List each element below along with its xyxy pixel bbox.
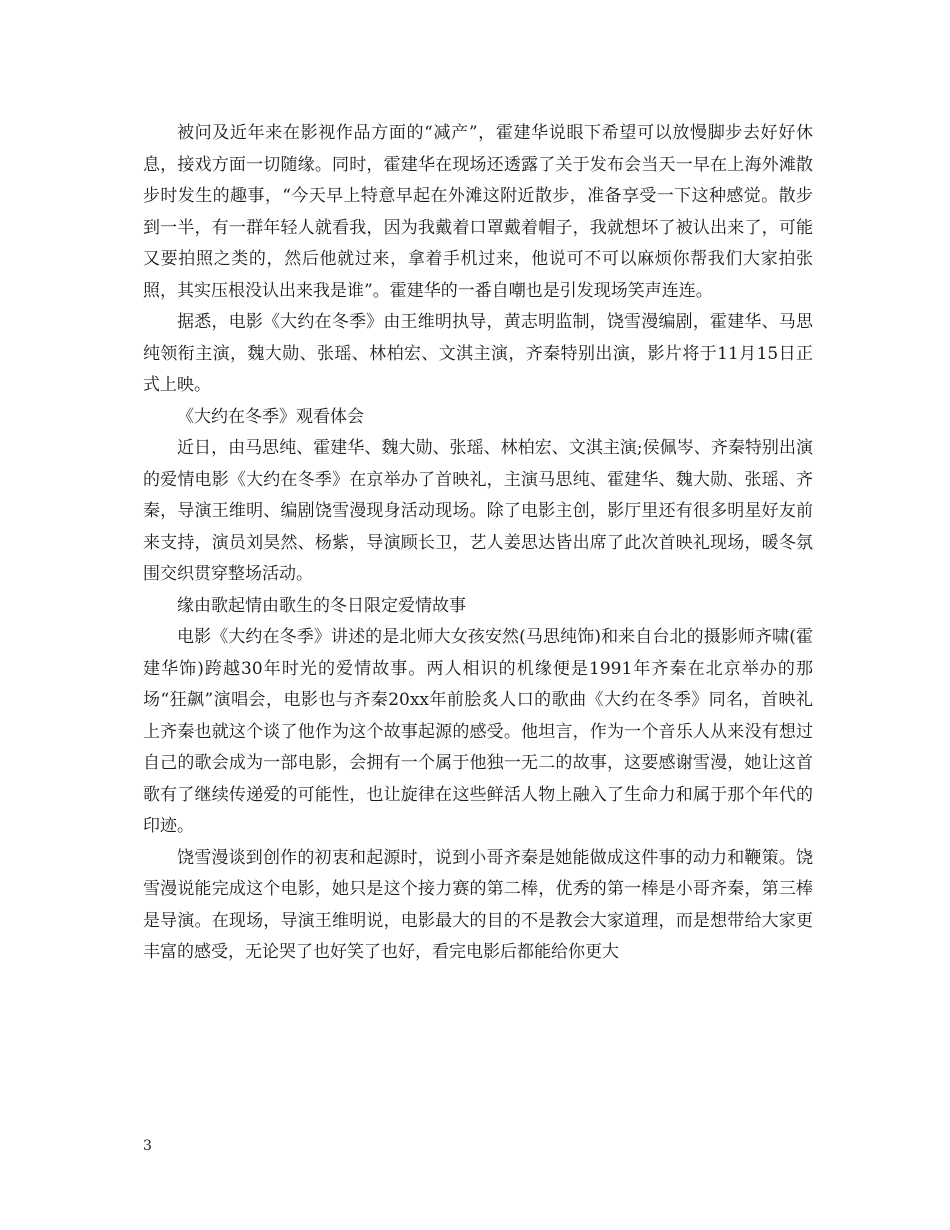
- paragraph-story: 电影《大约在冬季》讲述的是北师大女孩安然(马思纯饰)和来自台北的摄影师齐啸(霍建华饰)跨越30年时光的爱情故事。两人相识的机缘便是1991年齐秦在北京举办的那场“狂飙”演唱会，电影也与齐秦20xx年前脍炙人口的歌曲《大约在冬季》同名，首映礼上齐秦也就这个谈了他作为这个故事起源的感受。他坦言，作为一个音乐人从来没有想过自己的歌会成为一部电影，会拥有一个属于他独一无二的故事，这要感谢雪漫，她让这首歌有了继续传递爱的可能性，也让旋律在这些鲜活人物上融入了生命力和属于那个年代的印迹。: [143, 627, 813, 836]
- paragraph-film-release: 据悉，电影《大约在冬季》由王维明执导，黄志明监制，饶雪漫编剧，霍建华、马思纯领衔主演，魏大勋、张瑶、林柏宏、文淇主演，齐秦特别出演，影片将于11月15日正式上映。: [143, 312, 813, 395]
- page-body: [143, 118, 813, 969]
- paragraph-huo-interview: 被问及近年来在影视作品方面的“减产”，霍建华说眼下希望可以放慢脚步去好好休息，接戏方面一切随缘。同时，霍建华在现场还透露了关于发布会当天一早在上海外滩散步时发生的趣事，“今天早上特意早起在外滩这附近散步，准备享受一下这种感觉。散步到一半，有一群年轻人就看我，因为我戴着口罩戴着帽子，我就想坏了被认出来了，可能又要拍照之类的，然后他就过来，拿着手机过来，他说可不可以麻烦你帮我们大家拍张照，其实压根没认出来我是谁”。霍建华的一番自嘲也是引发现场笑声连连。: [143, 123, 813, 301]
- section-heading-story: 缘由歌起情由歌生的冬日限定爱情故事: [177, 595, 466, 616]
- paragraph-premiere: 近日，由马思纯、霍建华、魏大勋、张瑶、林柏宏、文淇主演;侯佩岑、齐秦特别出演的爱情电影《大约在冬季》在京举办了首映礼，主演马思纯、霍建华、魏大勋、张瑶、齐秦，导演王维明、编剧饶雪漫现身活动现场。除了电影主创，影厅里还有很多明星好友前来支持，演员刘昊然、杨紫，导演顾长卫，艺人姜思达皆出席了此次首映礼现场，暖冬氛围交织贯穿整场活动。: [143, 438, 813, 584]
- paragraph-creation: 饶雪漫谈到创作的初衷和起源时，说到小哥齐秦是她能做成这件事的动力和鞭策。饶雪漫说能完成这个电影，她只是这个接力赛的第二棒，优秀的第一棒是小哥齐秦，第三棒是导演。在现场，导演王维明说，电影最大的目的不是教会大家道理，而是想带给大家更丰富的感受，无论哭了也好笑了也好，看完电影后都能给你更大: [143, 847, 813, 962]
- section-heading-review: 《大约在冬季》观看体会: [177, 406, 364, 427]
- page-number: 3: [143, 1138, 152, 1154]
